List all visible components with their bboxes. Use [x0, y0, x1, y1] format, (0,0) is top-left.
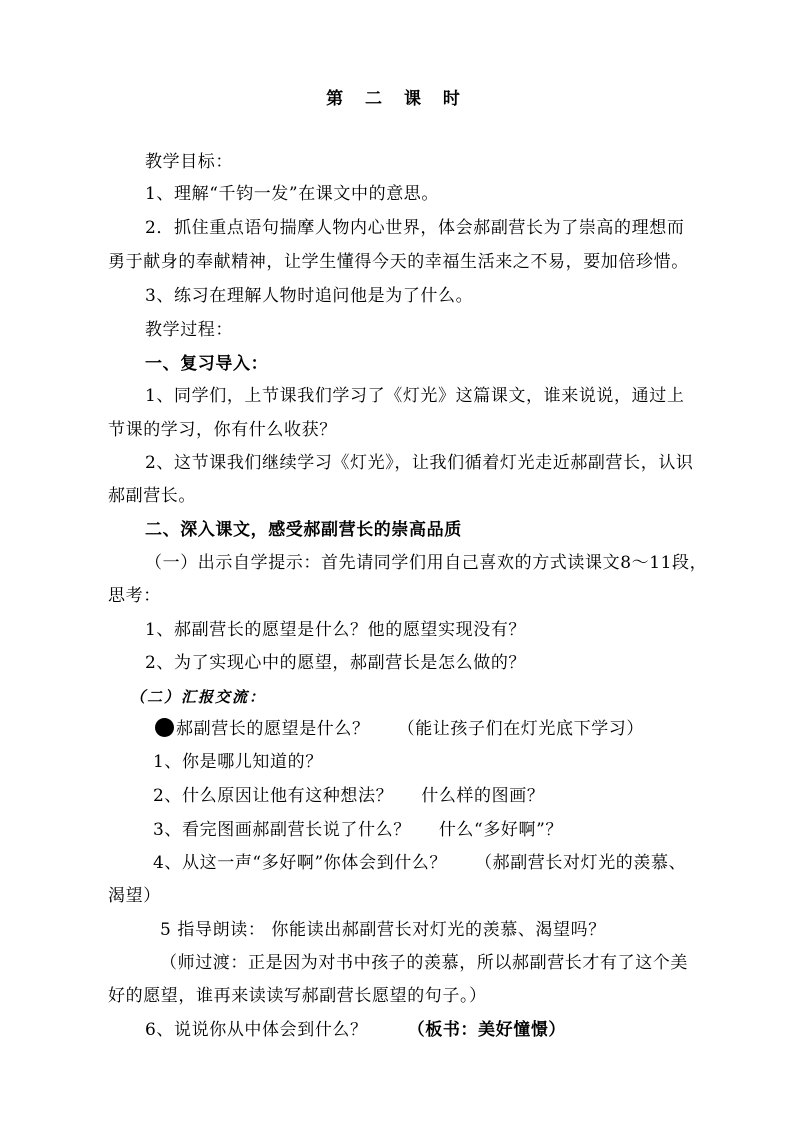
objective-1: 1、理解“千钧一发”在课文中的意思。 — [145, 184, 439, 204]
sub-question-6-text: 6、说说你从中体会到什么？ — [145, 1020, 368, 1040]
self-study-prompt-cont: 思考： — [108, 586, 161, 606]
section-1-heading: 一、复习导入： — [145, 354, 269, 374]
bullet-icon — [155, 718, 174, 737]
sub-question-1: 1、你是哪儿知道的？ — [153, 752, 323, 772]
sub-question-6 — [145, 1020, 566, 1040]
sub-question-2-followup: 什么样的图画？ — [421, 786, 545, 806]
sub-question-4-cont: 渴望） — [108, 886, 161, 906]
teacher-transition-cont: 好的愿望，谁再来读读写郝副营长愿望的句子。） — [108, 986, 487, 1006]
think-question-2: 2、为了实现心中的愿望，郝副营长是怎么做的？ — [145, 653, 527, 673]
report-heading: （二）汇报交流： — [130, 688, 267, 706]
sub-question-2 — [153, 786, 544, 806]
sub-question-4-answer: （郝副营长对灯光的羡慕、 — [475, 853, 687, 873]
page-title: 第 二 课 时 — [326, 89, 468, 109]
sub-question-2-text: 2、什么原因让他有这种想法？ — [153, 786, 394, 806]
review-question-2: 2、这节课我们继续学习《灯光》，让我们循着灯光走近郝副营长，认识 — [145, 453, 694, 473]
section-2-heading: 二、深入课文，感受郝副营长的崇高品质 — [145, 520, 462, 540]
sub-question-4-text: 4、从这一声“多好啊”你体会到什么？ — [153, 853, 447, 873]
board-note: （板书：美好憧憬） — [407, 1020, 567, 1040]
objective-2-cont: 勇于献身的奉献精神，让学生懂得今天的幸福生活来之不易，要加倍珍惜。 — [108, 252, 689, 272]
wish-question-text: 郝副营长的愿望是什么？ — [176, 719, 370, 739]
wish-answer: （能让孩子们在灯光底下学习） — [397, 719, 645, 739]
sub-question-3-followup: 什么“多好啊”？ — [438, 820, 564, 840]
review-question-1-cont: 节课的学习，你有什么收获？ — [108, 420, 337, 440]
reading-guidance: 5 指导朗读： 你能读出郝副营长对灯光的羡慕、渴望吗？ — [160, 920, 606, 940]
review-question-2-cont: 郝副营长。 — [108, 486, 196, 506]
process-heading: 教学过程： — [145, 320, 233, 340]
sub-question-3 — [153, 820, 563, 840]
think-question-1: 1、郝副营长的愿望是什么？他的愿望实现没有？ — [145, 620, 527, 640]
objective-3: 3、练习在理解人物时追问他是为了什么。 — [145, 286, 474, 306]
review-question-1: 1、同学们，上节课我们学习了《灯光》这篇课文，谁来说说，通过上 — [145, 386, 685, 406]
wish-question — [155, 718, 644, 739]
teacher-transition: （师过渡：正是因为对书中孩子的羡慕，所以郝副营长才有了这个美 — [160, 953, 688, 973]
objectives-heading: 教学目标： — [145, 152, 233, 172]
sub-question-3-text: 3、看完图画郝副营长说了什么？ — [153, 820, 411, 840]
self-study-prompt: （一）出示自学提示：首先请同学们用自己喜欢的方式读课文8～11段， — [145, 553, 708, 573]
objective-2: 2．抓住重点语句揣摩人物内心世界，体会郝副营长为了崇高的理想而 — [145, 218, 685, 238]
sub-question-4 — [153, 853, 686, 873]
